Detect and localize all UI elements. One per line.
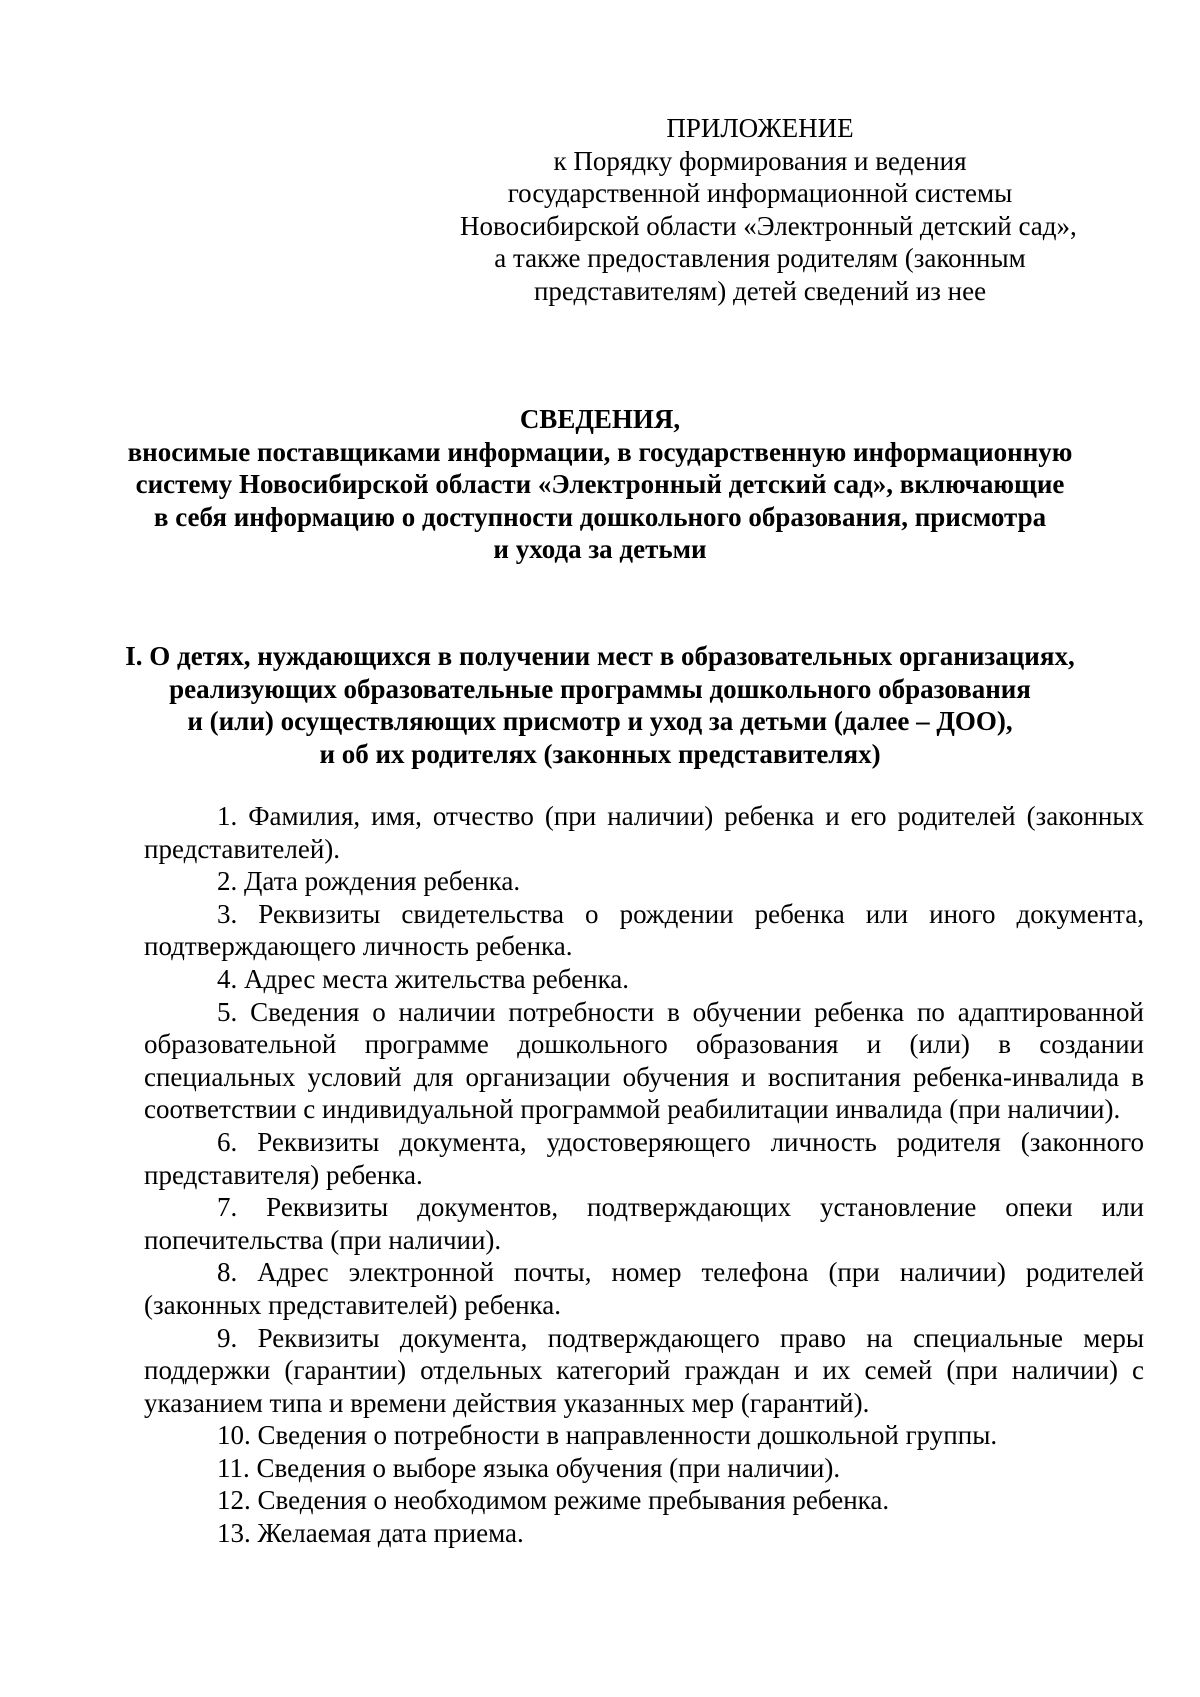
appendix-line: государственной информационной системы (507, 178, 1013, 209)
heading-line: в себя информацию о доступности дошкольного образования, присмотра (153, 501, 1047, 532)
heading-line: и ухода за детьми (493, 534, 707, 565)
section-title-line: I. О детях, нуждающихся в получении мест в образовательных организациях, (125, 641, 1075, 671)
appendix-line: Новосибирской области «Электронный детский сад», (460, 210, 1077, 241)
list-item: 8. Адрес электронной почты, номер телефона (при наличии) родителей (законных представителей) ребенка. (144, 1257, 1144, 1320)
list-item: 2. Дата рождения ребенка. (217, 866, 521, 897)
list-item: 7. Реквизиты документов, подтверждающих установление опеки или попечительства (при наличии). (144, 1192, 1144, 1255)
list-item: 1. Фамилия, имя, отчество (при наличии) ребенка и его родителей (законных представителей). (144, 801, 1144, 864)
list-item: 5. Сведения о наличии потребности в обучении ребенка по адаптированной образовательной программе дошкольного образования и (или) в создании специальных условий для организации обучения и воспитания ребенка-инвалида в соответствии с индивидуальной программой реабилитации инвалида (при наличии). (144, 996, 1144, 1125)
list-item: 3. Реквизиты свидетельства о рождении ребенка или иного документа, подтверждающего личность ребенка. (144, 898, 1144, 962)
heading-title: СВЕДЕНИЯ, (519, 404, 681, 434)
appendix-block (460, 112, 1077, 308)
list-item: 11. Сведения о выборе языка обучения (при наличии). (217, 1452, 841, 1483)
list-item: 6. Реквизиты документа, удостоверяющего личность родителя (законного представителя) ребенка. (144, 1126, 1144, 1190)
appendix-title: ПРИЛОЖЕНИЕ (666, 113, 854, 143)
appendix-line: а также предоставления родителям (законным (494, 243, 1026, 274)
appendix-line: к Порядку формирования и ведения (553, 145, 967, 176)
list-item: 4. Адрес места жительства ребенка. (217, 963, 630, 994)
section-title-line: и об их родителях (законных представителях) (319, 738, 881, 769)
section-title (100, 640, 1100, 770)
heading-line: систему Новосибирской области «Электронный детский сад», включающие (135, 469, 1065, 500)
appendix-line: представителям) детей сведений из нее (533, 275, 987, 306)
list-item: 10. Сведения о потребности в направленности дошкольной группы. (217, 1420, 998, 1451)
document-heading (100, 403, 1100, 566)
list-item: 9. Реквизиты документа, подтверждающего право на специальные меры поддержки (гарантии) отдельных категорий граждан и их семей (при наличии) с указанием типа и времени действия указанных мер (гарантий). (144, 1322, 1144, 1418)
items-list (144, 800, 1144, 1550)
heading-line: вносимые поставщиками информации, в государственную информационную (127, 436, 1073, 467)
section-title-line: реализующих образовательные программы дошкольного образования (169, 673, 1031, 704)
list-item: 12. Сведения о необходимом режиме пребывания ребенка. (217, 1485, 890, 1516)
section-title-line: и (или) осуществляющих присмотр и уход за детьми (далее – ДОО), (187, 706, 1013, 737)
list-item: 13. Желаемая дата приема. (217, 1518, 524, 1549)
